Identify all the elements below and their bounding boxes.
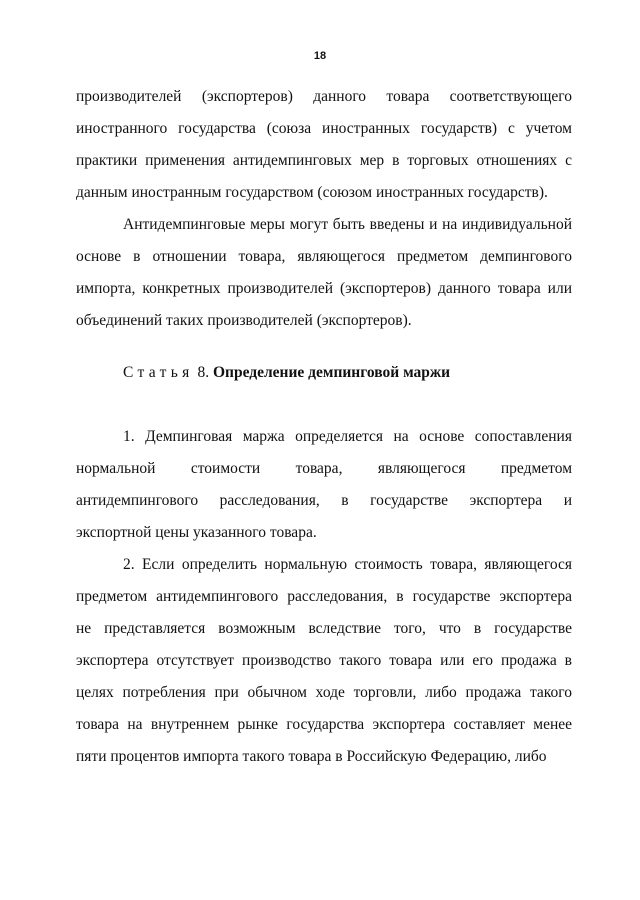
paragraph (76, 81, 572, 209)
paragraph (76, 549, 572, 773)
paragraph-line: предметом антидемпингового расследования, в государстве экспортера (76, 588, 572, 605)
paragraph-line: экспортера отсутствует производство такого товара или его продажа в (76, 652, 572, 669)
paragraph (76, 421, 572, 549)
paragraph-line: антидемпингового расследования, в государстве экспортера и (76, 492, 572, 509)
page-number: 18 (313, 50, 327, 62)
article-number: 8. (197, 364, 210, 381)
paragraph-line: товара на внутреннем рынке государства экспортера составляет менее (76, 716, 572, 733)
heading-after-spacer (76, 389, 572, 421)
paragraph-line: практики применения антидемпинговых мер в торговых отношениях с (76, 152, 572, 169)
paragraph-line: пяти процентов импорта такого товара в Российскую Федерацию, либо (76, 748, 547, 765)
article-heading (76, 357, 572, 389)
paragraph-line: нормальной стоимости товара, являющегося предметом (76, 460, 572, 477)
paragraph-line: 2. Если определить нормальную стоимость товара, являющегося (123, 556, 572, 573)
article-title: Определение демпинговой маржи (212, 364, 451, 381)
paragraph-line: иностранного государства (союза иностранных государств) с учетом (76, 120, 572, 137)
paragraph-line: импорта, конкретных производителей (экспортеров) данного товара или (76, 280, 572, 297)
article-word: Статья (123, 364, 194, 381)
paragraph-line: производителей (экспортеров) данного товара соответствующего (76, 88, 572, 105)
paragraph-line: Антидемпинговые меры могут быть введены и на индивидуальной (123, 216, 572, 233)
paragraph-line: объединений таких производителей (экспортеров). (76, 312, 412, 329)
paragraphs-after-heading (76, 421, 572, 773)
paragraph-line: данным иностранным государством (союзом иностранных государств). (76, 184, 548, 201)
paragraph-line: экспортной цены указанного товара. (76, 524, 317, 541)
paragraph-line: не представляется возможным вследствие того, что в государстве (76, 620, 572, 637)
paragraphs-before-heading (76, 81, 572, 337)
paragraph-line: основе в отношении товара, являющегося предметом демпингового (76, 248, 572, 265)
document-body (76, 81, 572, 773)
paragraph-line: 1. Демпинговая маржа определяется на основе сопоставления (123, 428, 572, 445)
paragraph-line: целях потребления при обычном ходе торговли, либо продажа такого (76, 684, 572, 701)
paragraph (76, 209, 572, 337)
heading-spacer (76, 337, 572, 357)
